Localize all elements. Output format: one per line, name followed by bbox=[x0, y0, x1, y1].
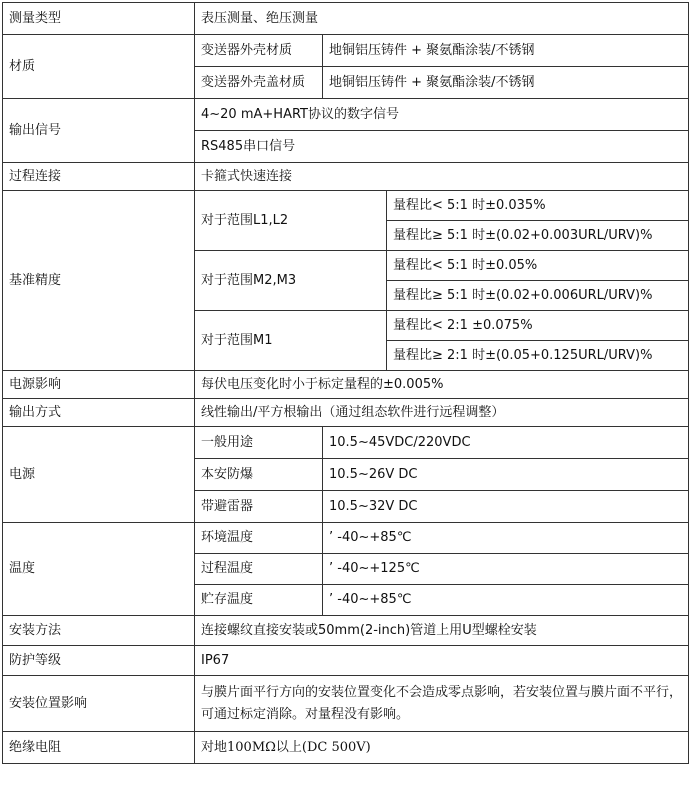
power-lightning-label: 带避雷器 bbox=[195, 491, 323, 523]
protection-value: IP67 bbox=[195, 646, 689, 676]
accuracy-label: 基准精度 bbox=[3, 191, 195, 371]
accuracy-m1-low: 量程比< 2:1 ±0.075% bbox=[387, 311, 689, 341]
power-general-label: 一般用途 bbox=[195, 427, 323, 459]
table-row bbox=[3, 35, 689, 67]
power-label: 电源 bbox=[3, 427, 195, 523]
table-row bbox=[3, 676, 689, 732]
accuracy-range-m: 对于范围M2,M3 bbox=[195, 251, 387, 311]
table-row bbox=[3, 191, 689, 221]
accuracy-range-m1: 对于范围M1 bbox=[195, 311, 387, 371]
power-intrinsic-label: 本安防爆 bbox=[195, 459, 323, 491]
output-signal-label: 输出信号 bbox=[3, 99, 195, 163]
measure-type-label: 测量类型 bbox=[3, 3, 195, 35]
protection-label: 防护等级 bbox=[3, 646, 195, 676]
power-effect-label: 电源影响 bbox=[3, 371, 195, 399]
accuracy-m1-high: 量程比≥ 2:1 时±(0.05+0.125URL/URV)% bbox=[387, 341, 689, 371]
accuracy-m-low: 量程比< 5:1 时±0.05% bbox=[387, 251, 689, 281]
accuracy-range-l: 对于范围L1,L2 bbox=[195, 191, 387, 251]
material-label: 材质 bbox=[3, 35, 195, 99]
spec-table bbox=[2, 2, 689, 764]
housing-material-value: 地铜铝压铸件 + 聚氨酯涂装/不锈钢 bbox=[323, 35, 689, 67]
output-signal-hart: 4~20 mA+HART协议的数字信号 bbox=[195, 99, 689, 131]
table-row bbox=[3, 99, 689, 131]
output-signal-rs485: RS485串口信号 bbox=[195, 131, 689, 163]
accuracy-l-high: 量程比≥ 5:1 时±(0.02+0.003URL/URV)% bbox=[387, 221, 689, 251]
power-general-value: 10.5~45VDC/220VDC bbox=[323, 427, 689, 459]
storage-temp-label: 贮存温度 bbox=[195, 585, 323, 616]
installation-label: 安装方法 bbox=[3, 616, 195, 646]
output-mode-label: 输出方式 bbox=[3, 399, 195, 427]
power-effect-value: 每伏电压变化时小于标定量程的±0.005% bbox=[195, 371, 689, 399]
cover-material-value: 地铜铝压铸件 + 聚氨酯涂装/不锈钢 bbox=[323, 67, 689, 99]
ambient-temp-label: 环境温度 bbox=[195, 523, 323, 554]
table-row bbox=[3, 163, 689, 191]
mount-effect-label: 安装位置影响 bbox=[3, 676, 195, 732]
insulation-label: 绝缘电阻 bbox=[3, 732, 195, 764]
table-row bbox=[3, 523, 689, 554]
table-row bbox=[3, 732, 689, 764]
process-temp-label: 过程温度 bbox=[195, 554, 323, 585]
measure-type-value: 表压测量、绝压测量 bbox=[195, 3, 689, 35]
power-intrinsic-value: 10.5~26V DC bbox=[323, 459, 689, 491]
table-row bbox=[3, 427, 689, 459]
insulation-value: 对地100MΩ以上(DC 500V) bbox=[195, 732, 689, 764]
mount-effect-value: 与膜片面平行方向的安装位置变化不会造成零点影响，若安装位置与膜片面不平行，可通过标定消除。对量程没有影响。 bbox=[195, 676, 689, 732]
table-row bbox=[3, 399, 689, 427]
table-row bbox=[3, 371, 689, 399]
storage-temp-value: ’ -40~+85℃ bbox=[323, 585, 689, 616]
process-temp-value: ’ -40~+125℃ bbox=[323, 554, 689, 585]
ambient-temp-value: ’ -40~+85℃ bbox=[323, 523, 689, 554]
cover-material-label: 变送器外壳盖材质 bbox=[195, 67, 323, 99]
process-connection-label: 过程连接 bbox=[3, 163, 195, 191]
housing-material-label: 变送器外壳材质 bbox=[195, 35, 323, 67]
accuracy-m-high: 量程比≥ 5:1 时±(0.02+0.006URL/URV)% bbox=[387, 281, 689, 311]
output-mode-value: 线性输出/平方根输出（通过组态软件进行远程调整） bbox=[195, 399, 689, 427]
process-connection-value: 卡箍式快速连接 bbox=[195, 163, 689, 191]
installation-value: 连接螺纹直接安装或50mm(2-inch)管道上用U型螺栓安装 bbox=[195, 616, 689, 646]
power-lightning-value: 10.5~32V DC bbox=[323, 491, 689, 523]
table-row bbox=[3, 616, 689, 646]
accuracy-l-low: 量程比< 5:1 时±0.035% bbox=[387, 191, 689, 221]
table-row bbox=[3, 646, 689, 676]
temperature-label: 温度 bbox=[3, 523, 195, 616]
table-row bbox=[3, 3, 689, 35]
